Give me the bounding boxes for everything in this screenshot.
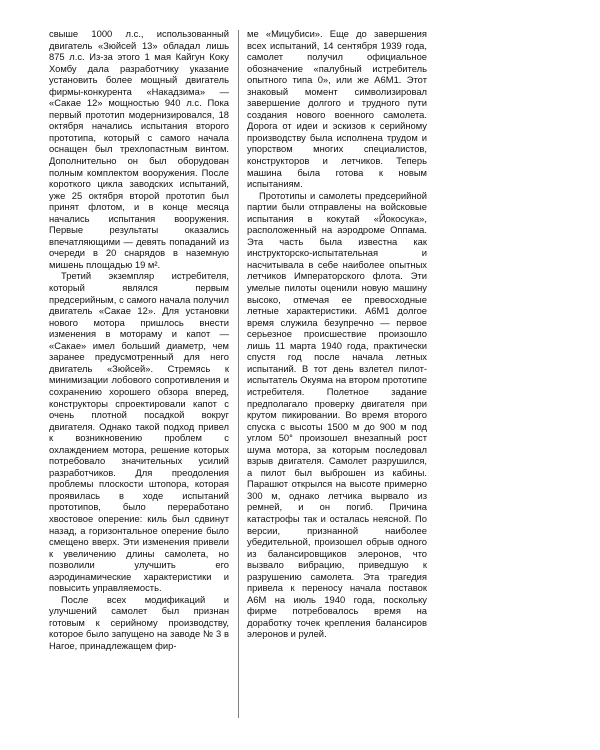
paragraph: После всех модификаций и улучшений самолет был признан готовым к серийному производству, которое было запущено на заводе № 3 в Нагое, принадлежащем фир-: [49, 593, 229, 651]
paragraph: Третий экземпляр истребителя, который являлся первым предсерийным, с самого начала получил двигатель «Сакае 12». Для установки нового мотора пришлось внести изменения в мотораму и капот — «Сакае» имел больший диаметр, чем заранее предусмотренный для него двигатель «Зюйсей». Стремясь к минимизации лобового сопротивления и сохранению хорошего обзора вперед, конструкторы спроектировали капот с очень плотной посадкой вокруг двигателя. Однако такой подход привел к возникновению проблем с охлаждением мотора, решение которых потребовало значительных усилий разработчиков. Для преодоления проблемы плоскости штопора, которая проявилась в ходе испытаний прототипов, было переработано хвостовое оперение: киль был сдвинут назад, а горизонтальное оперение было смещено вверх. Эти изменения привели к увеличению длины самолета, но позволили улучшить его аэродинамические характеристики и повысить управляемость.: [49, 270, 229, 594]
paragraph: Прототипы и самолеты предсерийной партии были отправлены на войсковые испытания в кокутай «Йокосука», расположенный на аэродроме Оппама. Эта часть была известна как инструкторско-испытательная и насчитывала в себе наиболее опытных летчиков Императорского флота. Эти умелые пилоты оценили новую машину высоко, отмечая ее превосходные летные характеристики. А6М1 долгое время служила безупречно — первое серьезное происшествие произошло лишь 11 марта 1940 года, практически спустя год после начала летных испытаний. В тот день взлетел пилот-испытатель Окуяма на втором прототипе истребителя. Полетное задание предполагало проверку двигателя при крутом пикировании. Во время второго спуска с высоты 1500 м до 900 м под углом 50° произошел внезапный рост шума мотора, за которым последовал взрыв двигателя. Самолет разрушился, а пилот был выброшен из кабины. Парашют открылся на высоте примерно 300 м, однако летчика вырвало из ремней, и он погиб. Причина катастрофы так и осталась неясной. По версии, признанной наиболее убедительной, произошел обрыв одного из балансировщиков элеронов, что вызвало вибрацию, приведшую к разрушению самолета. Эта трагедия привела к переносу начала поставок А6М на июль 1940 года, поскольку фирме потребовалось время на доработку точек крепления балансиров элеронов и рулей.: [247, 189, 427, 640]
paragraph: ме «Мицубиси». Еще до завершения всех испытаний, 14 сентября 1939 года, самолет получил официальное обозначение «палубный истребитель опытного типа 0», или же А6М1. Этот знаковый момент символизировал завершение долгого и трудного пути создания нового военного самолета. Дорога от идеи и эскизов к серийному производству была исполнена трудом и упорством многих специалистов, конструкторов и летчиков. Теперь машина была готова к новым испытаниям.: [247, 28, 427, 190]
text-column-left: [49, 28, 229, 652]
column-divider: [238, 30, 239, 718]
text-column-right: [247, 28, 427, 640]
paragraph: свыше 1000 л.с., использованный двигатель «Зюйсей 13» обладал лишь 875 л.с. Из-за этого 1 мая Кайгун Коку Хомбу дала разработчику указание установить более мощный двигатель фирмы-конкурента «Накадзима» — «Сакае 12» мощностью 940 л.с. Пока первый прототип модернизировался, 18 октября начались испытания второго прототипа, который с самого начала оснащен был трехлопастным винтом. Дополнительно он был оборудован полным комплектом вооружения. После короткого цикла заводских испытаний, уже 25 октября второй прототип был принят флотом, и в конце месяца начались испытания вооружения. Первые результаты оказались впечатляющими — девять попаданий из очереди в 20 снарядов в наземную мишень площадью 19 м².: [49, 28, 229, 270]
